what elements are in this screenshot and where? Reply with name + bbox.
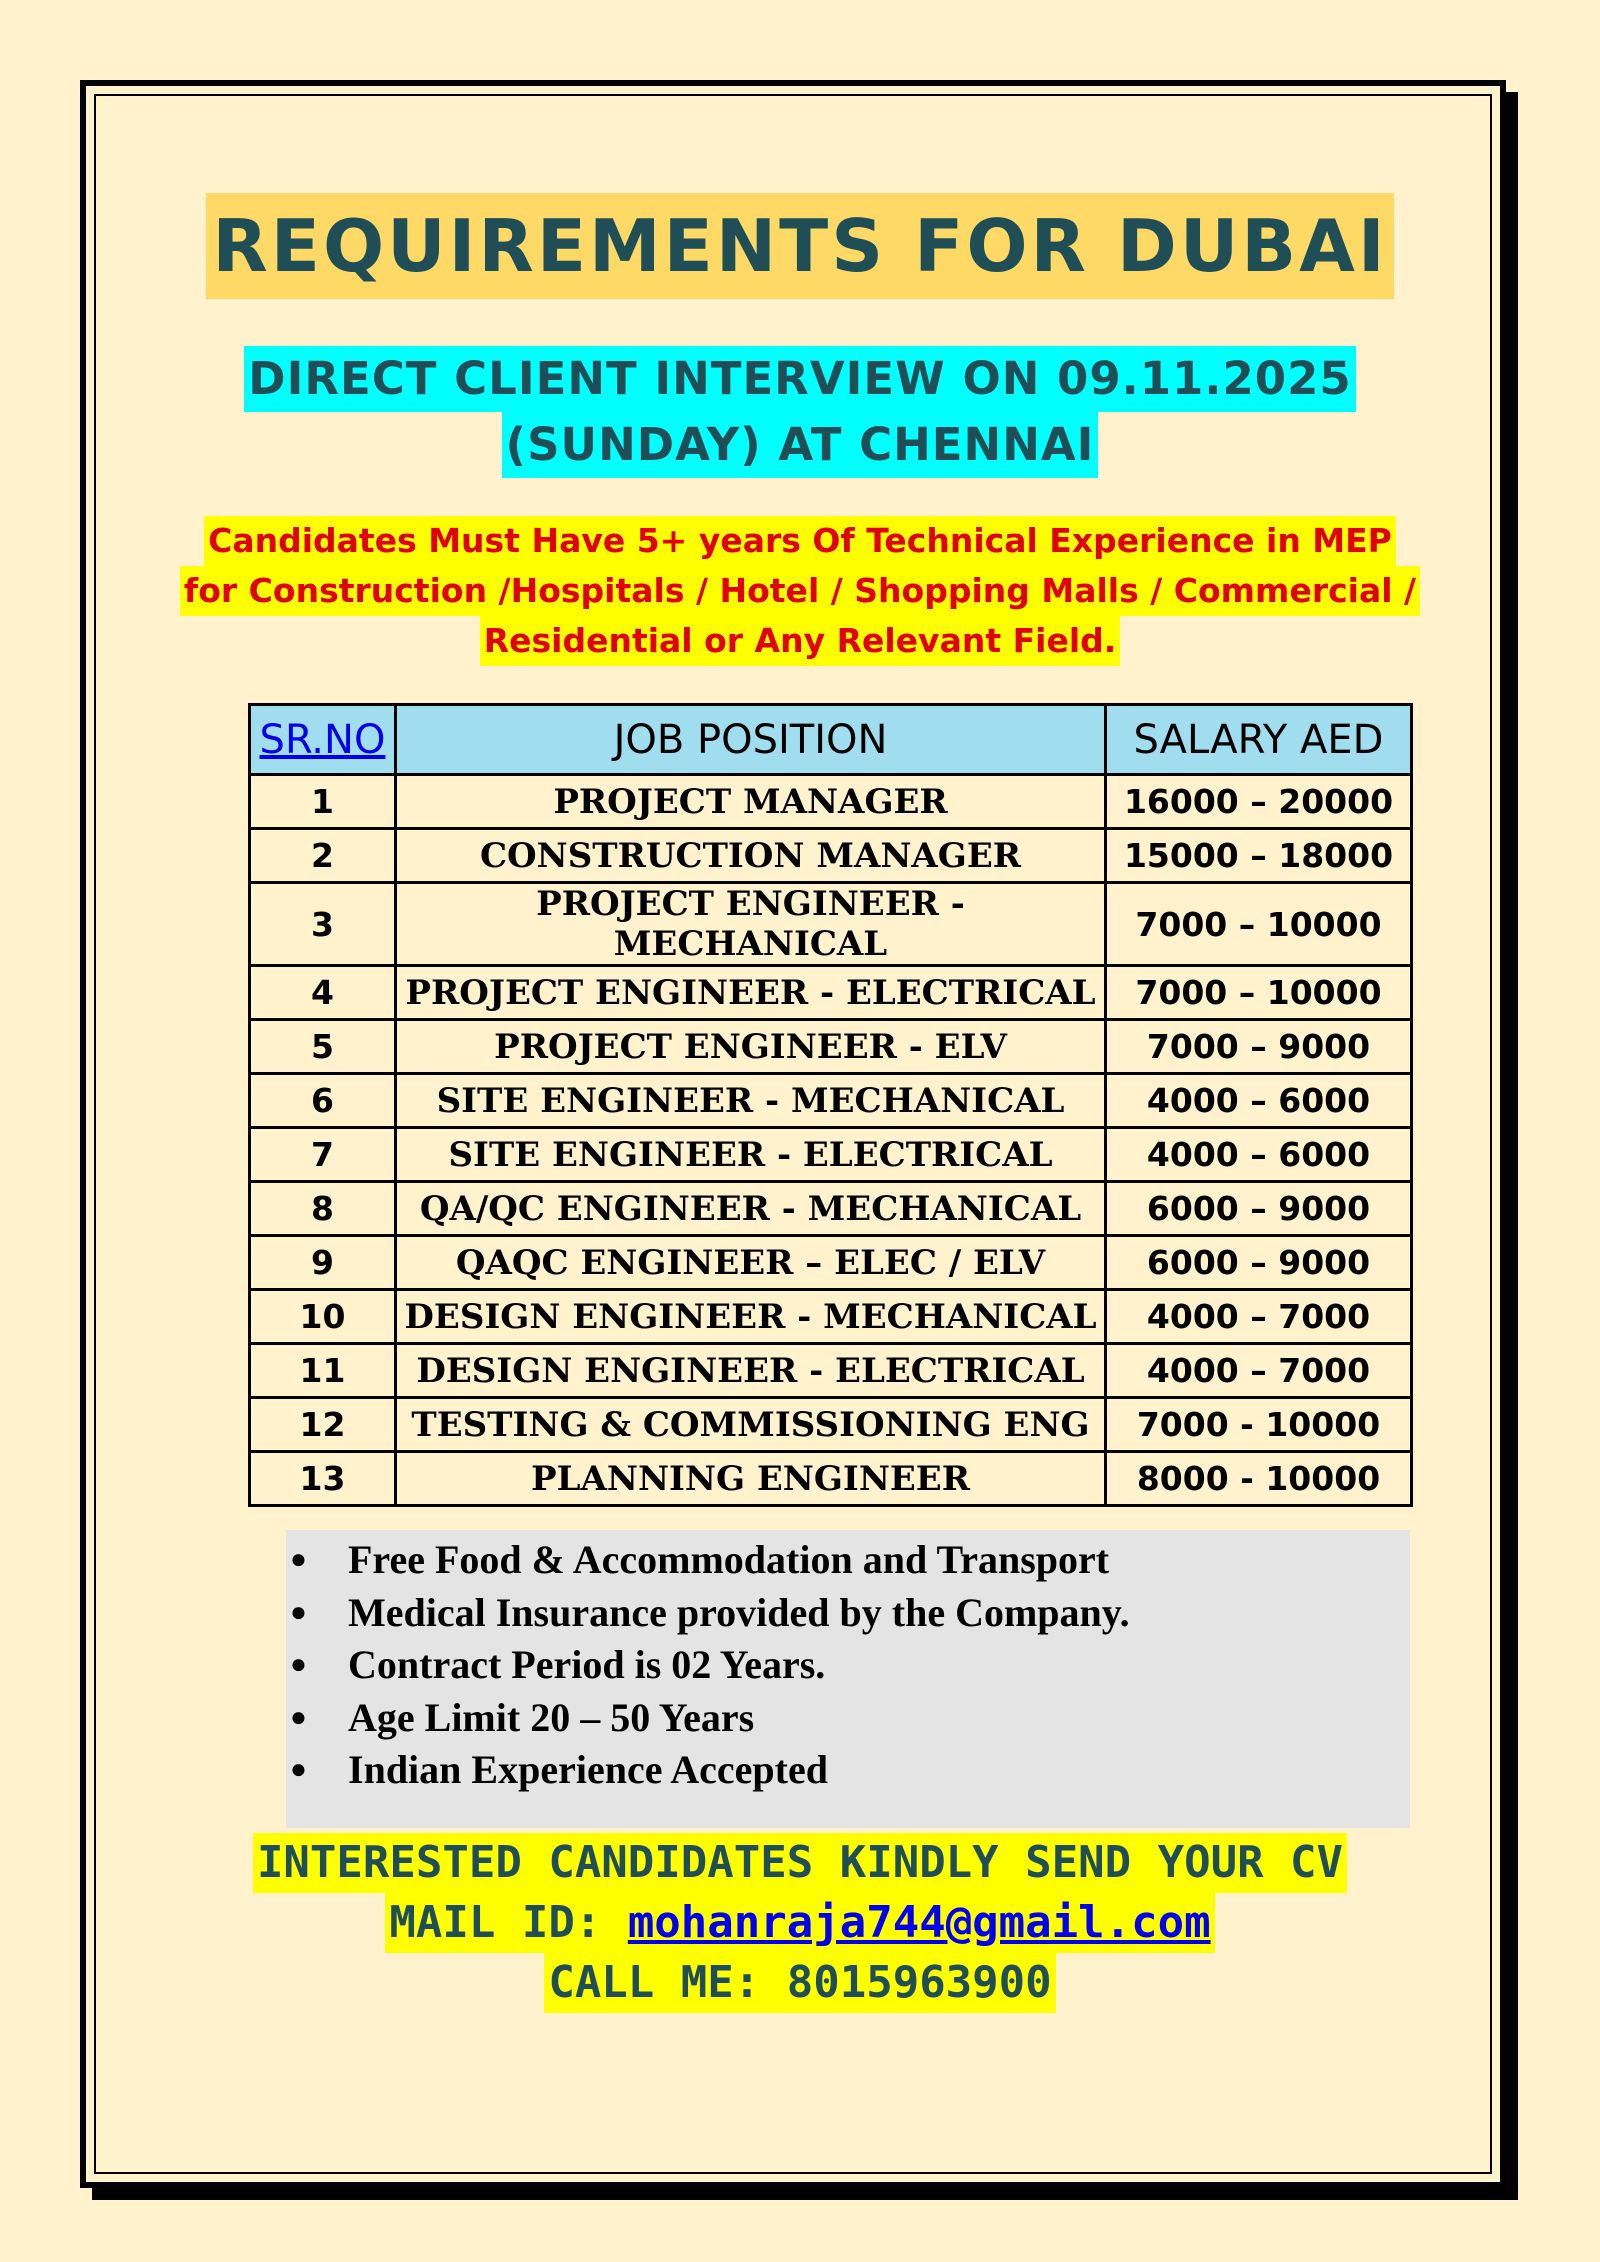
table-row [250, 829, 1412, 883]
sr-cell: 2 [250, 829, 396, 883]
page-title: REQUIREMENTS FOR DUBAI [206, 193, 1393, 299]
salary-cell: 7000 – 9000 [1106, 1020, 1412, 1074]
table-row [250, 966, 1412, 1020]
header-salary: SALARY AED [1106, 705, 1412, 775]
table-row [250, 1182, 1412, 1236]
table-row [250, 1128, 1412, 1182]
salary-cell: 4000 – 6000 [1106, 1074, 1412, 1128]
sr-cell: 1 [250, 775, 396, 829]
salary-cell: 4000 – 7000 [1106, 1290, 1412, 1344]
table-row [250, 1020, 1412, 1074]
bullet-icon: ● [290, 1754, 307, 1785]
position-cell: PROJECT ENGINEER - ELECTRICAL [396, 966, 1106, 1020]
requirement-block [0, 516, 1600, 666]
title-block [0, 193, 1600, 299]
sr-cell: 4 [250, 966, 396, 1020]
benefit-text: Medical Insurance provided by the Company. [348, 1589, 1130, 1635]
salary-cell: 6000 – 9000 [1106, 1236, 1412, 1290]
interview-block [0, 346, 1600, 478]
table-row [250, 1344, 1412, 1398]
position-cell: CONSTRUCTION MANAGER [396, 829, 1106, 883]
salary-cell: 7000 – 10000 [1106, 883, 1412, 966]
position-cell: QAQC ENGINEER – ELEC / ELV [396, 1236, 1106, 1290]
salary-cell: 8000 - 10000 [1106, 1452, 1412, 1506]
table-row [250, 1452, 1412, 1506]
bullet-icon: ● [290, 1649, 307, 1680]
table-header-row [250, 705, 1412, 775]
list-item [286, 1534, 1410, 1587]
position-cell: TESTING & COMMISSIONING ENG [396, 1398, 1106, 1452]
job-table [248, 703, 1413, 1507]
benefits-box [286, 1530, 1410, 1828]
sr-cell: 6 [250, 1074, 396, 1128]
table-row [250, 1290, 1412, 1344]
benefit-text: Indian Experience Accepted [348, 1747, 828, 1792]
position-cell: DESIGN ENGINEER - MECHANICAL [396, 1290, 1106, 1344]
position-cell: SITE ENGINEER - MECHANICAL [396, 1074, 1106, 1128]
sr-cell: 11 [250, 1344, 396, 1398]
position-cell: QA/QC ENGINEER - MECHANICAL [396, 1182, 1106, 1236]
requirement-line-1: Candidates Must Have 5+ years Of Technical Experience in MEP [204, 516, 1396, 566]
table-row [250, 883, 1412, 966]
sr-cell: 9 [250, 1236, 396, 1290]
benefit-text: Free Food & Accommodation and Transport [348, 1537, 1110, 1582]
interview-line-1: DIRECT CLIENT INTERVIEW ON 09.11.2025 [244, 346, 1355, 412]
salary-cell: 4000 – 6000 [1106, 1128, 1412, 1182]
position-cell: PROJECT MANAGER [396, 775, 1106, 829]
sr-cell: 12 [250, 1398, 396, 1452]
benefit-text: Contract Period is 02 Years. [348, 1642, 826, 1687]
interview-line-2: (SUNDAY) AT CHENNAI [502, 412, 1099, 478]
requirement-line-3: Residential or Any Relevant Field. [480, 616, 1121, 666]
sr-cell: 8 [250, 1182, 396, 1236]
list-item [286, 1587, 1410, 1640]
contact-block [0, 1833, 1600, 2013]
bullet-icon: ● [290, 1701, 307, 1733]
position-cell: PROJECT ENGINEER - MECHANICAL [396, 883, 1106, 966]
mail-label: MAIL ID: [389, 1897, 628, 1948]
sr-cell: 3 [250, 883, 396, 966]
sr-cell: 10 [250, 1290, 396, 1344]
list-item [286, 1744, 1410, 1797]
table-row [250, 1236, 1412, 1290]
header-sr-no[interactable]: SR.NO [250, 705, 396, 775]
list-item [286, 1692, 1410, 1745]
requirement-line-2: for Construction /Hospitals / Hotel / Shopping Malls / Commercial / [180, 566, 1420, 616]
list-item [286, 1639, 1410, 1692]
salary-cell: 4000 – 7000 [1106, 1344, 1412, 1398]
table-row [250, 775, 1412, 829]
salary-cell: 16000 – 20000 [1106, 775, 1412, 829]
header-job-position: JOB POSITION [396, 705, 1106, 775]
cta-line: INTERESTED CANDIDATES KINDLY SEND YOUR CV [253, 1833, 1347, 1893]
salary-cell: 7000 – 10000 [1106, 966, 1412, 1020]
salary-cell: 15000 – 18000 [1106, 829, 1412, 883]
table-row [250, 1074, 1412, 1128]
position-cell: SITE ENGINEER - ELECTRICAL [396, 1128, 1106, 1182]
email-link[interactable]: mohanraja744@gmail.com [627, 1897, 1211, 1948]
sr-cell: 13 [250, 1452, 396, 1506]
call-line: CALL ME: 8015963900 [544, 1953, 1055, 2013]
mail-line [385, 1893, 1214, 1953]
bullet-icon: ● [290, 1596, 307, 1628]
sr-cell: 5 [250, 1020, 396, 1074]
position-cell: PROJECT ENGINEER - ELV [396, 1020, 1106, 1074]
position-cell: DESIGN ENGINEER - ELECTRICAL [396, 1344, 1106, 1398]
salary-cell: 7000 - 10000 [1106, 1398, 1412, 1452]
salary-cell: 6000 – 9000 [1106, 1182, 1412, 1236]
sr-cell: 7 [250, 1128, 396, 1182]
position-cell: PLANNING ENGINEER [396, 1452, 1106, 1506]
table-row [250, 1398, 1412, 1452]
benefit-text: Age Limit 20 – 50 Years [348, 1694, 755, 1740]
benefits-list [286, 1534, 1410, 1797]
bullet-icon: ● [290, 1544, 307, 1575]
